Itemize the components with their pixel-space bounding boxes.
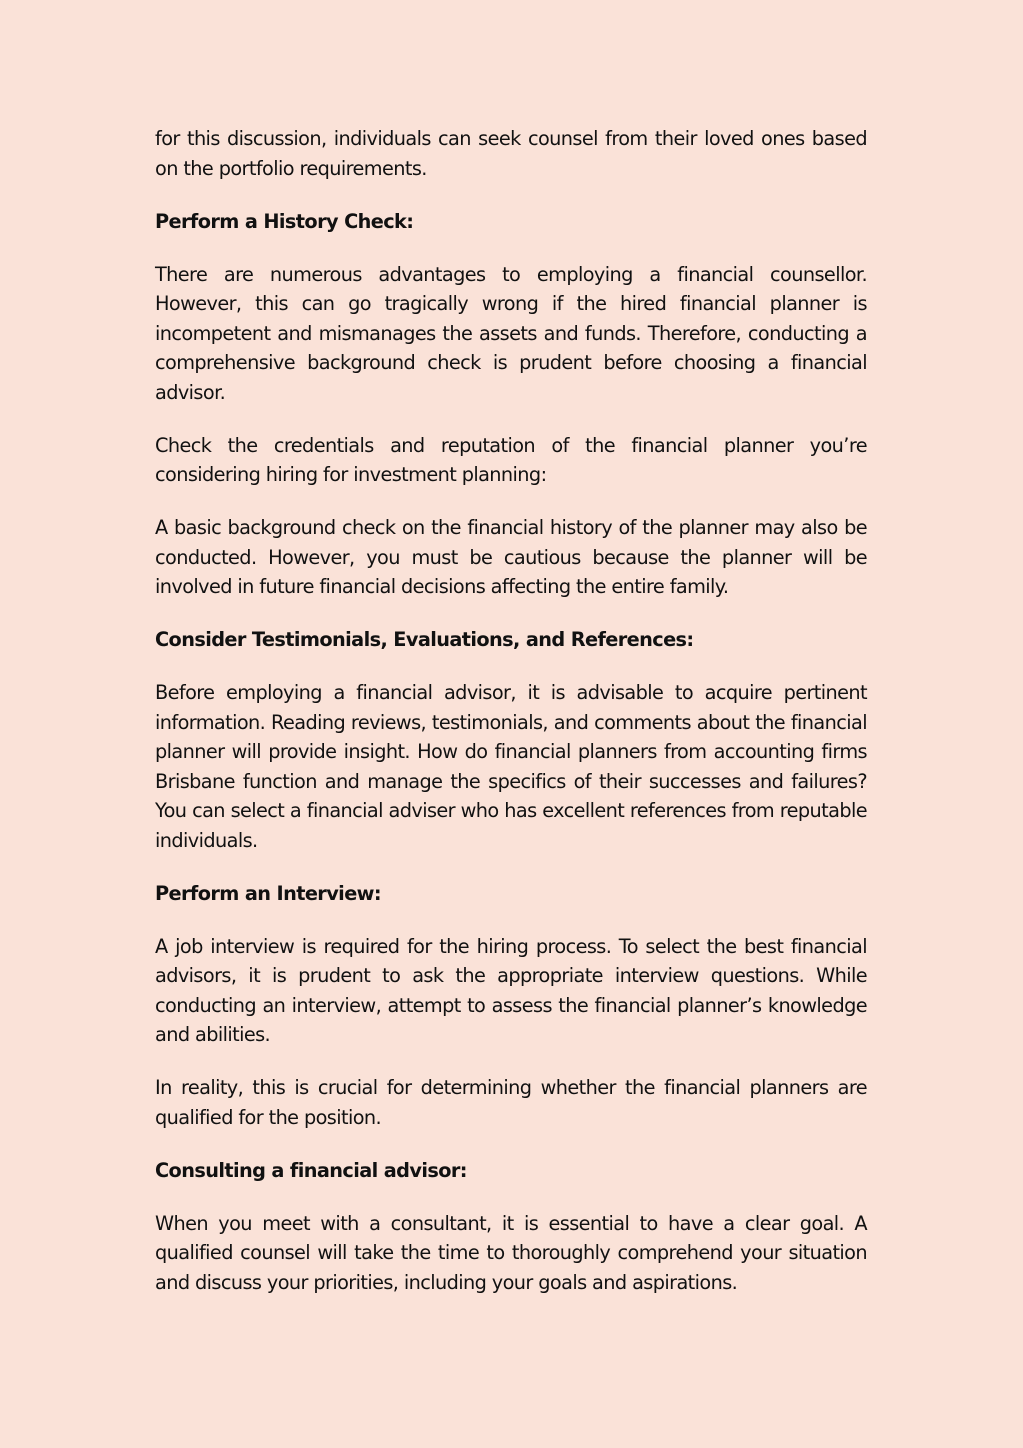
paragraph-qualified: In reality, this is crucial for determining whether the financial planners are qualified for the position. [155,1076,867,1129]
paragraph-job-interview: A job interview is required for the hiring process. To select the best financial advisors, it is prudent to ask the appropriate interview questions. While conducting an interview, attempt to assess the financial planner’s knowledge and abilities. [155,934,867,1046]
heading-interview: Perform an Interview: [155,881,381,905]
paragraph-references: Before employing a financial advisor, it is advisable to acquire pertinent information. Reading reviews, testimonials, and comments about the financial planner will provide insight. How do financial planners from accounting firms Brisbane function and manage the specifics of their successes and failures? You can select a financial adviser who has excellent references from reputable individuals. [155,681,867,852]
paragraph-background-check: A basic background check on the financial history of the planner may also be conducted. However, you must be cautious because the planner will be involved in future financial decisions affecting the entire family. [155,516,867,598]
paragraph-credentials: Check the credentials and reputation of the financial planner you’re considering hiring for investment planning: [155,433,867,486]
paragraph-clear-goal: When you meet with a consultant, it is essential to have a clear goal. A qualified counsel will take the time to thoroughly comprehend your situation and discuss your priorities, including your goals and aspirations. [155,1211,867,1294]
paragraph-intro-continuation: for this discussion, individuals can seek counsel from their loved ones based on the portfolio requirements. [155,127,867,180]
heading-consulting: Consulting a financial advisor: [155,1158,467,1182]
document-body [155,124,867,1321]
paragraph-advantages: There are numerous advantages to employing a financial counsellor. However, this can go tragically wrong if the hired financial planner is incompetent and mismanages the assets and funds. Therefore, conducting a comprehensive background check is prudent before choosing a financial advisor. [155,262,867,404]
heading-history-check: Perform a History Check: [155,209,414,233]
heading-testimonials: Consider Testimonials, Evaluations, and References: [155,628,694,651]
